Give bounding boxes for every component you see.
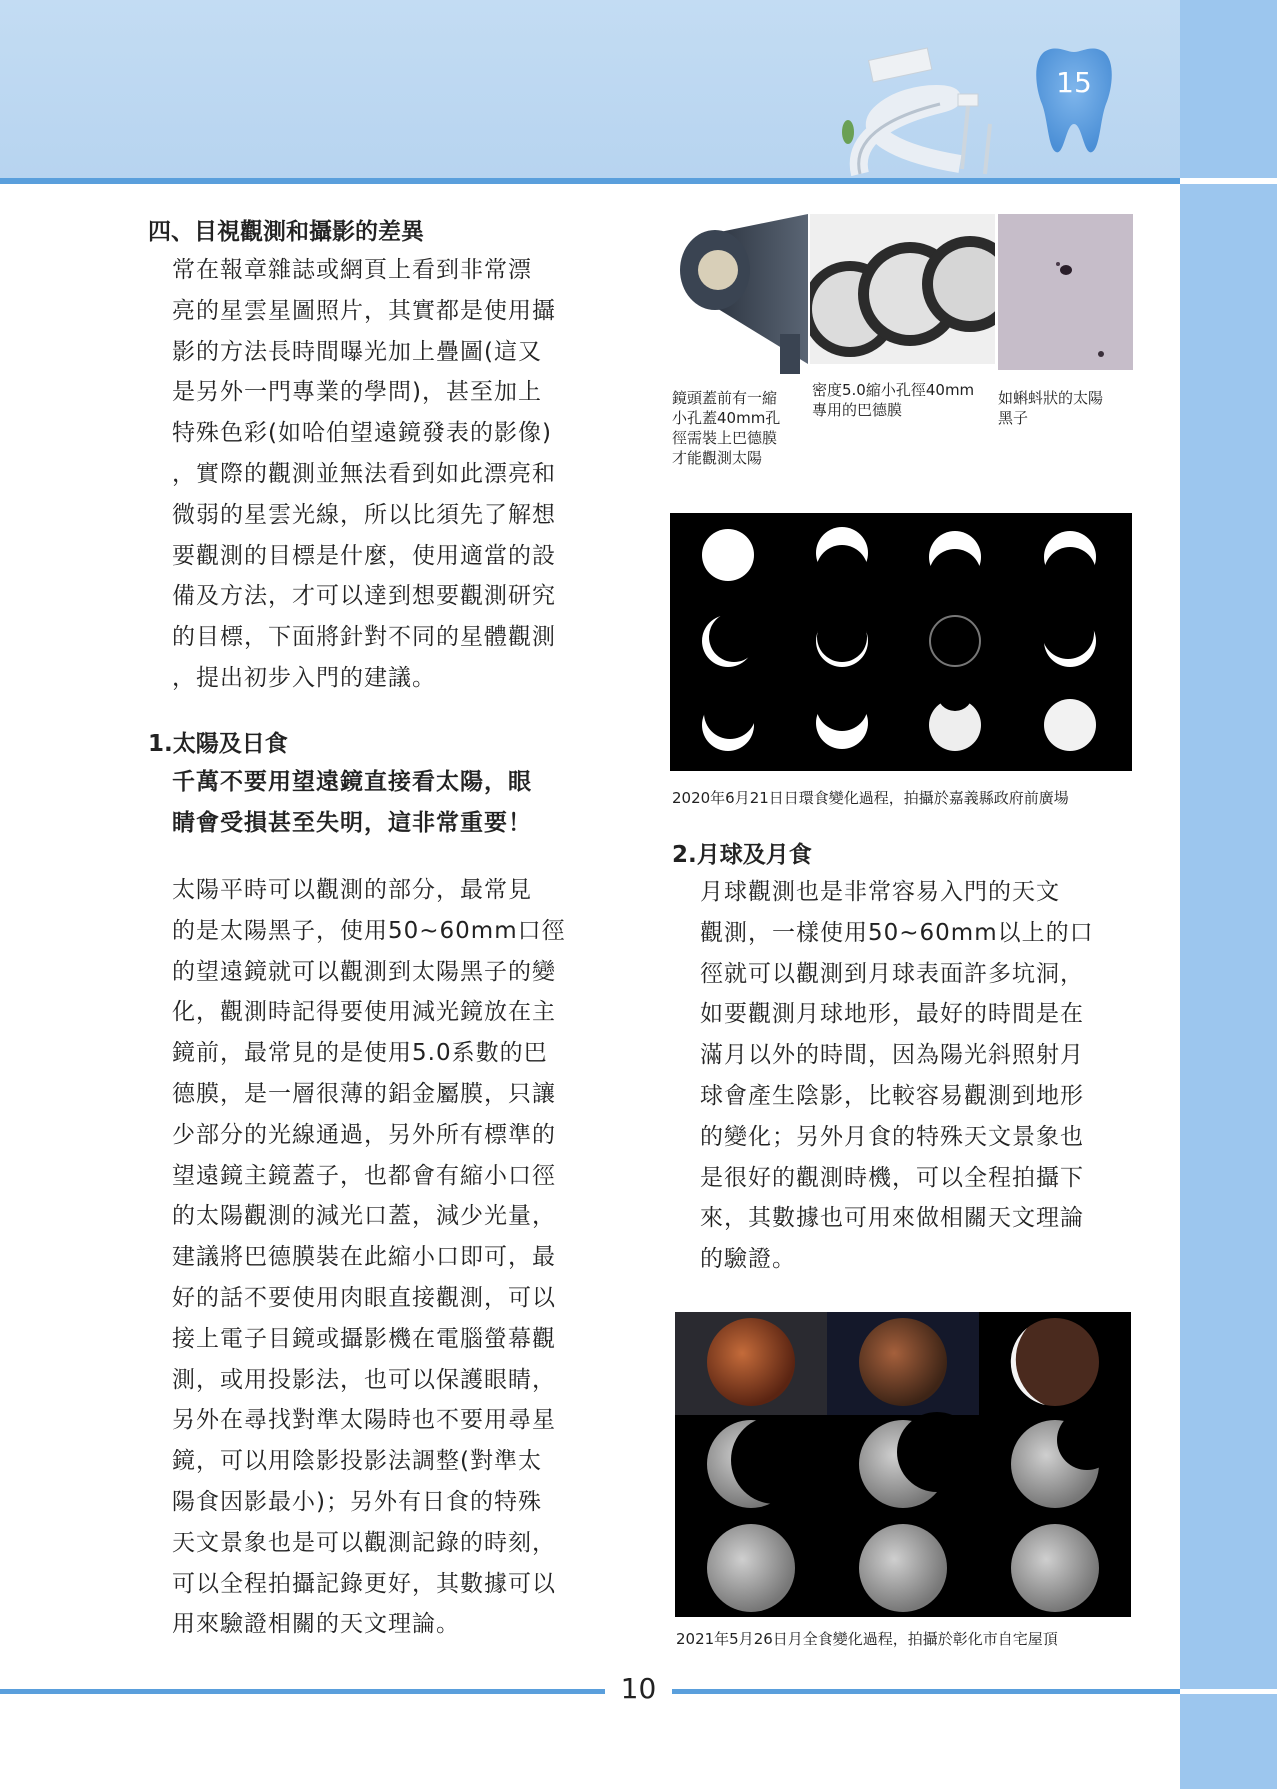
footer-line-right	[672, 1689, 1180, 1694]
paragraph-line: 影的方法長時間曝光加上疊圖(這又	[172, 338, 542, 365]
paragraph-line: 球會產生陰影，比較容易觀測到地形	[700, 1082, 1084, 1109]
tooth-icon	[1034, 44, 1114, 156]
moon-paragraph	[700, 872, 1138, 1280]
page-number: 10	[620, 1672, 657, 1705]
caption-line: 專用的巴德膜	[812, 401, 903, 419]
paragraph-line: 的驗證。	[700, 1246, 796, 1273]
paragraph-line: 鏡前，最常見的是使用5.0系數的巴	[172, 1040, 548, 1067]
paragraph-line: 鏡，可以用陰影投影法調整(對準太	[172, 1448, 542, 1475]
caption-line: 小孔蓋40mm孔	[672, 409, 781, 427]
caption-line: 黑子	[998, 409, 1029, 427]
paragraph-line: 是很好的觀測時機，可以全程拍攝下	[700, 1164, 1084, 1191]
paragraph-line: 常在報章雜誌或網頁上看到非常漂	[172, 257, 532, 283]
paragraph-line: 用來驗證相關的天文理論。	[172, 1611, 460, 1638]
side-strip	[1180, 0, 1277, 1789]
paragraph-line: 特殊色彩(如哈伯望遠鏡發表的影像)	[172, 420, 552, 447]
paragraph-line: 可以全程拍攝記錄更好，其數據可以	[172, 1570, 556, 1597]
paragraph-line: 少部分的光線通過，另外所有標準的	[172, 1121, 556, 1148]
solar-filter-photo	[810, 214, 995, 364]
paragraph-line: ，實際的觀測並無法看到如此漂亮和	[172, 460, 556, 487]
paragraph-line: 陽食因影最小)；另外有日食的特殊	[172, 1488, 542, 1515]
paragraph-line: 要觀測的目標是什麼，使用適當的設	[172, 542, 556, 569]
paragraph-line: 的太陽觀測的減光口蓋，減少光量，	[172, 1203, 556, 1230]
paragraph-line: 月球觀測也是非常容易入門的天文	[700, 879, 1060, 905]
paragraph-line: 是另外一門專業的學問)，甚至加上	[172, 379, 542, 406]
telescope-cap-caption	[672, 388, 812, 468]
paragraph-line: 測，或用投影法，也可以保護眼睛，	[172, 1366, 556, 1393]
paragraph-line: 接上電子目鏡或攝影機在電腦螢幕觀	[172, 1325, 556, 1352]
paragraph-line: 徑就可以觀測到月球表面許多坑洞，	[700, 960, 1084, 987]
paragraph-line: 化，觀測時記得要使用減光鏡放在主	[172, 999, 556, 1026]
paragraph-line: 備及方法，才可以達到想要觀測研究	[172, 583, 556, 610]
paragraph-line: 太陽平時可以觀測的部分，最常見	[172, 877, 532, 903]
paragraph-line: 的是太陽黑子，使用50~60mm口徑	[172, 917, 566, 944]
caption-line: 徑需裝上巴德膜	[672, 429, 778, 447]
caption-line: 如蝌蚪狀的太陽	[998, 389, 1104, 407]
paragraph-line: 建議將巴德膜裝在此縮小口即可，最	[172, 1244, 556, 1271]
paragraph-line: 微弱的星雲光線，所以比須先了解想	[172, 501, 556, 528]
chapter-number: 15	[1056, 66, 1092, 99]
paragraph-line: 德膜，是一層很薄的鋁金屬膜，只讓	[172, 1080, 556, 1107]
paragraph-line: 另外在尋找對準太陽時也不要用尋星	[172, 1407, 556, 1434]
paragraph-line: 滿月以外的時間，因為陽光斜照射月	[700, 1042, 1084, 1069]
paragraph-line: 好的話不要使用肉眼直接觀測，可以	[172, 1284, 556, 1311]
warning-line: 睛會受損甚至失明，這非常重要！	[172, 809, 532, 836]
lunar-eclipse-caption: 2021年5月26日月全食變化過程，拍攝於彰化市自宅屋頂	[676, 1630, 1058, 1648]
section4-paragraph	[172, 250, 610, 699]
sunspot-caption	[998, 388, 1138, 428]
warning-line: 千萬不要用望遠鏡直接看太陽，眼	[172, 769, 532, 795]
paragraph-line: 來，其數據也可用來做相關天文理論	[700, 1205, 1084, 1232]
sunspot-photo	[998, 214, 1133, 370]
section-heading-moon: 2.月球及月食	[672, 842, 812, 868]
paragraph-line: 天文景象也是可以觀測記錄的時刻，	[172, 1529, 556, 1556]
sculpture-illustration	[840, 44, 1020, 184]
paragraph-line: 的目標，下面將針對不同的星體觀測	[172, 624, 556, 651]
paragraph-line: 望遠鏡主鏡蓋子，也都會有縮小口徑	[172, 1162, 556, 1189]
section-heading-4: 四、目視觀測和攝影的差異	[148, 219, 424, 245]
paragraph-line: ，提出初步入門的建議。	[172, 664, 436, 691]
solar-filter-caption	[812, 380, 997, 420]
solar-eclipse-caption: 2020年6月21日日環食變化過程，拍攝於嘉義縣政府前廣場	[672, 789, 1069, 807]
sun-paragraph	[172, 870, 610, 1645]
footer-line-strip	[1180, 1689, 1277, 1694]
section-heading-sun: 1.太陽及日食	[148, 731, 288, 757]
footer-line-left	[0, 1689, 605, 1694]
solar-eclipse-sequence-photo	[670, 513, 1132, 771]
caption-line: 鏡頭蓋前有一縮	[672, 389, 778, 407]
paragraph-line: 的變化；另外月食的特殊天文景象也	[700, 1123, 1084, 1150]
paragraph-line: 如要觀測月球地形，最好的時間是在	[700, 1001, 1084, 1028]
header-divider	[0, 178, 1277, 184]
side-strip-divider	[1180, 178, 1277, 184]
paragraph-line: 亮的星雲星圖照片，其實都是使用攝	[172, 297, 556, 324]
lunar-eclipse-sequence-photo	[675, 1312, 1131, 1617]
paragraph-line: 的望遠鏡就可以觀測到太陽黑子的變	[172, 958, 556, 985]
paragraph-line: 觀測，一樣使用50~60mm以上的口	[700, 919, 1094, 946]
sun-warning	[172, 762, 610, 844]
caption-line: 才能觀測太陽	[672, 449, 763, 467]
telescope-cap-photo	[670, 214, 808, 374]
caption-line: 密度5.0縮小孔徑40mm	[812, 381, 975, 399]
